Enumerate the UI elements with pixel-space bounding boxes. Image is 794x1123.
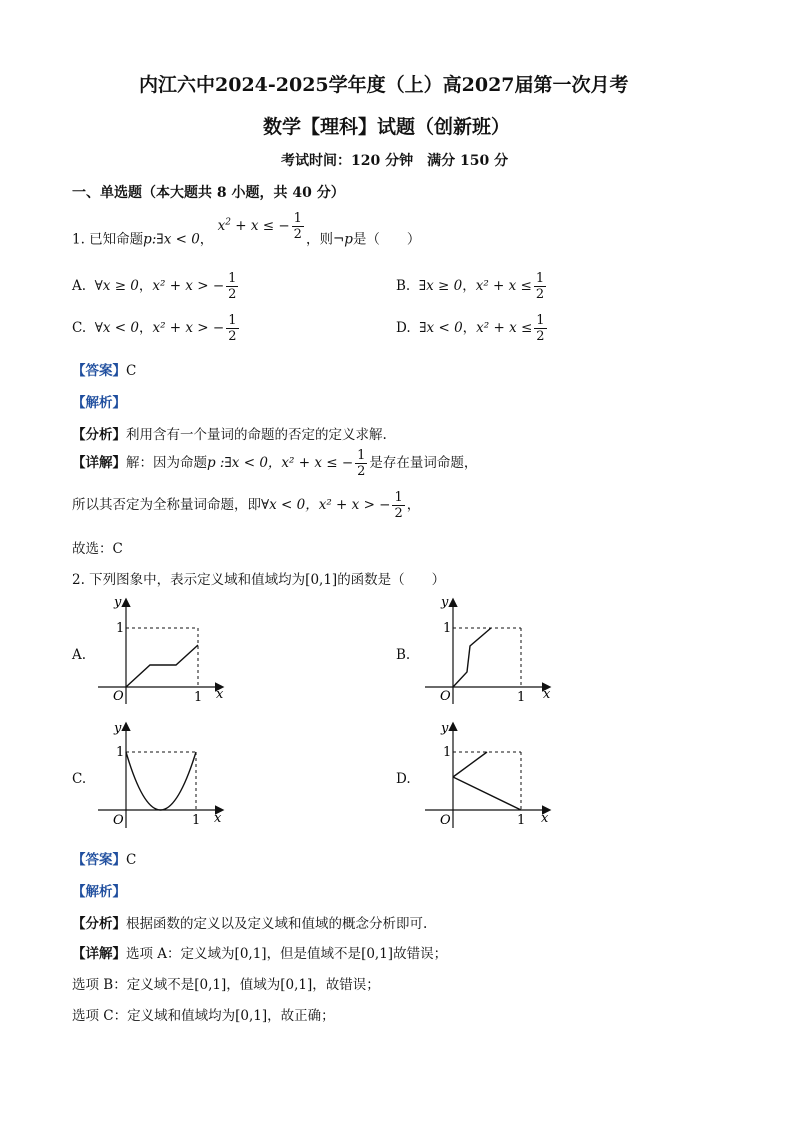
q2-xiangjie-1: 【详解】选项 A：定义域为[0,1]，但是值域不是[0,1]故错误； xyxy=(72,946,448,962)
q1-fenxi: 【分析】利用含有一个量词的命题的否定的定义求解. xyxy=(72,427,387,443)
q1-option-b: B. ∃x ≥ 0，x² + x ≤ $\frac{1}{2}$ xyxy=(396,271,545,302)
x-tick-one: 1 xyxy=(517,813,526,828)
q1-then: ，则¬ xyxy=(305,231,345,248)
q1-option-a: A. ∀x ≥ 0，x² + x > − $\frac{1}{2}$ xyxy=(72,271,237,302)
q1-p2: p xyxy=(344,231,353,248)
x-axis-label: x xyxy=(541,811,549,826)
q1-option-d: D. ∃x < 0，x² + x ≤ $\frac{1}{2}$ xyxy=(396,313,545,344)
y-tick-one: 1 xyxy=(116,745,125,760)
y-axis-label: y xyxy=(441,595,449,610)
q2-xiangjie-3: 选项 C：定义域和值域均为[0,1]，故正确； xyxy=(72,1008,335,1024)
q1-suffix: 是（ ） xyxy=(352,231,421,248)
x-axis-label: x xyxy=(214,811,222,826)
q1-prefix: 1. 已知命题 xyxy=(72,231,144,248)
q2-graph-d xyxy=(421,718,561,833)
x-axis-label: x xyxy=(543,687,551,702)
section-heading: 一、单选题（本大题共 8 小题，共 40 分） xyxy=(72,185,345,201)
page-subtitle: 数学【理科】试题（创新班） xyxy=(263,116,511,138)
origin-label: O xyxy=(440,689,451,704)
y-axis-label: y xyxy=(114,595,122,610)
y-tick-one: 1 xyxy=(443,621,452,636)
q2-option-d-label: D. xyxy=(396,771,411,787)
x-axis-label: x xyxy=(216,687,224,702)
q2-graph-a xyxy=(94,592,234,707)
origin-label: O xyxy=(113,813,124,828)
y-axis-label: y xyxy=(441,721,449,736)
q2-analysis: 【解析】 xyxy=(72,884,126,900)
q2-answer: 【答案】C xyxy=(72,852,137,868)
x-tick-one: 1 xyxy=(517,690,526,705)
origin-label: O xyxy=(440,813,451,828)
q1-analysis: 【解析】 xyxy=(72,395,126,411)
q1-comma: ， xyxy=(199,231,214,248)
origin-label: O xyxy=(113,689,124,704)
q2-stem: 2. 下列图象中，表示定义域和值域均为[0,1]的函数是（ ） xyxy=(72,572,446,588)
q1-stem xyxy=(72,210,421,256)
q1-ineq: $x^2 + x$ ≤ − $\frac{1}{2}$ xyxy=(217,210,302,242)
q2-option-b-label: B. xyxy=(396,647,411,663)
y-tick-one: 1 xyxy=(443,745,452,760)
x-tick-one: 1 xyxy=(192,813,201,828)
y-tick-one: 1 xyxy=(116,621,125,636)
q2-xiangjie-2: 选项 B：定义域不是[0,1]，值域为[0,1]，故错误； xyxy=(72,977,380,993)
q1-p: p xyxy=(143,231,152,248)
q2-graph-c xyxy=(94,718,234,833)
q2-option-a-label: A. xyxy=(72,647,87,663)
q1-xiangjie-2: 所以其否定为全称量词命题，即∀x < 0，x² + x > − $\frac{1}{2}$ ， xyxy=(72,490,421,521)
q1-xiangjie: 【详解】解：因为命题p :∃x < 0，x² + x ≤ − $\frac{1}{2}$ 是存在量词命题， xyxy=(72,448,478,479)
q2-fenxi: 【分析】根据函数的定义以及定义域和值域的概念分析即可. xyxy=(72,916,428,932)
x-tick-one: 1 xyxy=(194,690,203,705)
q1-answer: 【答案】C xyxy=(72,363,137,379)
y-axis-label: y xyxy=(114,721,122,736)
q2-option-c-label: C. xyxy=(72,771,87,787)
q1-option-c: C. ∀x < 0，x² + x > − $\frac{1}{2}$ xyxy=(72,313,237,344)
q1-cond: :∃x < 0 xyxy=(151,231,200,248)
q1-guxuan: 故选：C xyxy=(72,541,123,557)
page-title: 内江六中2024-2025学年度（上）高2027届第一次月考 xyxy=(139,74,629,96)
q2-graph-b xyxy=(421,592,561,707)
exam-info: 考试时间：120 分钟 满分 150 分 xyxy=(281,153,509,169)
